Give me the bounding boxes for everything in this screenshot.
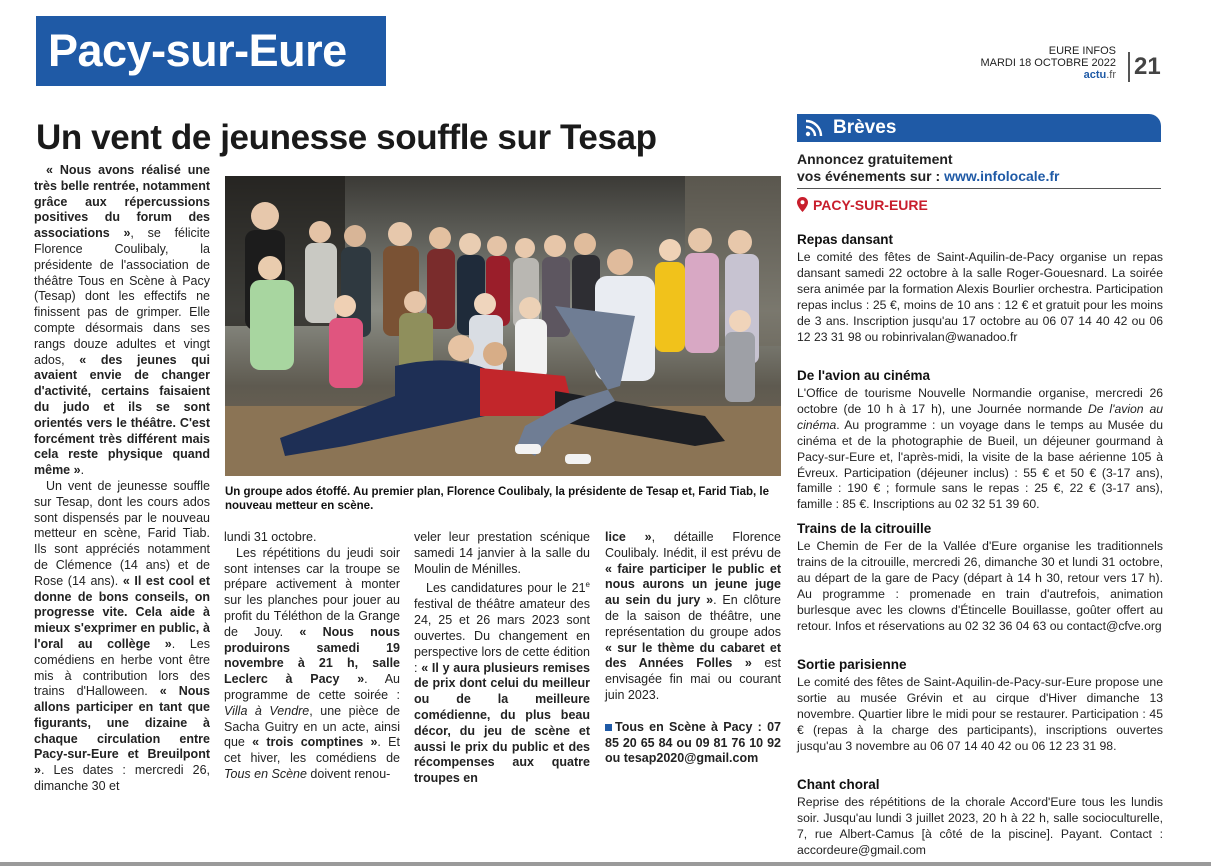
body-text: est envisagée fin mai ou courant juin 2023. — [605, 656, 781, 702]
brief-title: Repas dansant — [797, 232, 894, 247]
brief-title: Chant choral — [797, 777, 880, 792]
announce-line: Annoncez gratuitement — [797, 151, 953, 167]
quote-text: « sur le thème du cabaret et des Années Folles » — [605, 640, 781, 671]
paragraph-1 — [34, 163, 210, 479]
ordinal-suffix: e — [585, 580, 590, 590]
event-title: De l'avion au cinéma — [797, 401, 1164, 432]
body-text: doivent renou- — [306, 766, 391, 781]
infolocale-link[interactable]: www.infolocale.fr — [944, 168, 1060, 184]
quote-text: « trois comptines » — [252, 735, 378, 750]
bottom-rule — [0, 862, 1211, 866]
body-text: . — [80, 463, 85, 478]
body-text: , détaille Florence Coulibaly. Inédit, il est prévu de — [605, 530, 781, 560]
group-photo-image — [225, 176, 781, 476]
announce-line: vos événements sur : — [797, 168, 945, 184]
troupe-name: Tous en Scène — [224, 766, 307, 781]
body-text: . Et cet hiver, les comédiens de — [224, 735, 400, 766]
body-text: , une pièce de Sacha Guitry en un acte, ainsi que — [224, 703, 400, 750]
quote-text: « Nous allons participer en tant que figurants, une dizaine à chaque circulation entre Pacy-sur-Eure et Breuilpont » — [34, 684, 210, 778]
quote-text: « Il est cool et donne de bons conseils, on progresse vite. Cela aide à mieux s'exprimer en public, à l'oral au collège » — [34, 573, 210, 651]
body-text: Les répétitions du jeudi soir sont intenses car la troupe se prépare activement à monter sur les planches pour jouer au profit du Téléthon de la Grange de Jouy. — [224, 545, 400, 639]
quote-text: « Il y aura plusieurs remises de prix dont celui du meilleur ou de la meilleure comédienne, du plus beau décor, du jeu de scène et aussi le prix du public et des récompenses aux quatre troupes en — [414, 660, 590, 786]
brief-body: Le comité des fêtes de Saint-Aquilin-de-Pacy organise un repas dansant samedi 22 octobre à la salle Roger-Gouesnard. La soirée sera animée par la formation Alexis Bourlier orchestra. Participation repas inclus : 25 €, moins de 10 ans : 12 € et gratuit pour les moins de 3 ans. Inscription jusqu'au 17 octobre au 06 07 14 40 42 ou 06 12 23 31 98 ou robinrivalan@wanadoo.fr — [797, 250, 1163, 344]
breves-title: Brèves — [833, 117, 897, 138]
city-heading — [797, 197, 928, 213]
announce-block — [797, 151, 1161, 189]
body-text: . Les comédiens en herbe vont être mis à contribution lors des trains d'Halloween. — [34, 636, 210, 699]
town-banner — [36, 16, 386, 86]
quote-text: « faire participer le public et nous aurons un jeune juge au sein du jury » — [605, 561, 781, 608]
edition-info — [980, 45, 1116, 81]
rss-icon — [805, 119, 823, 137]
quote-text: « Nous avons réalisé une très belle rentrée, notamment grâce aux répercussions positives du forum des associations » — [34, 163, 210, 241]
quote-text: lice » — [605, 530, 652, 544]
body-text: . En clôture de la saison de théâtre, une représentation du groupe ados — [605, 593, 781, 639]
body-text: . Au programme de cette soirée : — [224, 672, 401, 702]
paragraph-continued: veler leur prestation scénique samedi 14 janvier à la salle du Moulin de Ménilles. — [414, 530, 590, 576]
quote-text: « Nous nous produirons samedi 19 novembre à 21 h, salle Leclerc à Pacy » — [224, 624, 400, 687]
body-text: L'Office de tourisme Nouvelle Normandie organise, mercredi 26 octobre (de 10 h à 17 h), une Journée normande — [797, 386, 1163, 416]
contact-text: Tous en Scène à Pacy : 07 85 20 65 84 ou 09 81 76 10 92 ou tesap2020@gmail.com — [605, 719, 781, 766]
location-pin-icon — [797, 197, 808, 212]
body-text: , se félicite Florence Coulibaly, la présidente de l'association de théâtre Tous en Scène à Pacy (Tesap) dont les effectifs ne finissent pas de grimper. Elle compte désormais dans ses rangs douze adultes et vingt ados, — [34, 226, 210, 367]
article-headline: Un vent de jeunesse souffle sur Tesap — [36, 118, 657, 157]
article-column-2 — [224, 530, 400, 783]
body-text: . Les dates : mercredi 26, dimanche 30 et — [34, 763, 210, 794]
group-photo — [225, 176, 781, 476]
paragraph-4 — [414, 577, 590, 787]
photo-caption: Un groupe ados étoffé. Au premier plan, Florence Coulibaly, la présidente de Tesap et, Farid Tiab, le nouveau metteur en scène. — [225, 486, 770, 512]
site-tld: .fr — [1106, 69, 1116, 81]
brief-body: Reprise des répétitions de la chorale Accord'Eure tous les lundis soir. Jusqu'au lundi 3 juillet 2023, 20 h à 22 h, salle socioculturelle, 7, rue Albert-Camus [à côté de la piscine]. Payant. Contact : accordeure@gmail.com — [797, 795, 1163, 857]
bullet-square-icon — [605, 724, 612, 731]
body-text: . Au programme : un voyage dans le temps au Musée du cinéma et de la photographie de Bueil, un déjeuner gourmand à Pacy-sur-Eure et, l'après-midi, la visite de la base aérienne 105 à Évreux. Participation (déjeuner inclus) : 55 € et 50 € (3-17 ans), famille : 190 € ; formule sans le repas : 25 €, 22 € (3-17 ans), famille : 85 €. Inscriptions au 02 32 51 39 60. — [797, 417, 1163, 512]
paragraph-continued — [605, 530, 781, 704]
article-column-3 — [414, 530, 590, 787]
body-text: Les candidatures pour le 21 — [426, 581, 586, 596]
quote-text: « des jeunes qui avaient envie de changer d'activité, certains faisaient du judo et ils se sont orientés vers le théâtre. C'est forcément très différent mais cela reste physique quand même » — [34, 352, 210, 478]
publication-name: EURE INFOS — [1048, 45, 1116, 57]
paragraph-2 — [34, 479, 210, 795]
brief-body — [797, 386, 1163, 513]
site-link[interactable]: actu — [1083, 69, 1107, 81]
paragraph-3 — [224, 546, 400, 783]
contact-info — [605, 720, 781, 767]
brief-title: De l'avion au cinéma — [797, 368, 931, 383]
body-text: festival de théâtre amateur des 24, 25 et 26 mars 2023 sont ouvertes. Du changement en perspective lors de cette édition : — [414, 597, 590, 675]
paragraph-continued: lundi 31 octobre. — [224, 530, 317, 544]
article-column-4 — [605, 530, 781, 767]
breves-header — [797, 114, 1161, 142]
edition-date: MARDI 18 OCTOBRE 2022 — [980, 57, 1116, 69]
article-column-1 — [34, 163, 210, 795]
town-name: Pacy-sur-Eure — [48, 25, 347, 76]
brief-title: Sortie parisienne — [797, 657, 907, 672]
body-text: Un vent de jeunesse souffle sur Tesap, dont les cours ados sont dispensés par le nouveau metteur en scène, Farid Tiab. Ils sont appréciés notamment de Clémence (14 ans) et de Rose (14 ans). — [34, 478, 210, 588]
brief-body: Le Chemin de Fer de la Vallée d'Eure organise les traditionnels trains de la citrouille, mercredi 26, dimanche 30 et lundi 31 octobre, au départ de la gare de Pacy (départ à 14 h 30, retour vers 17 h). Au programme : promenade en train d'autrefois, animation burlesque avec les clowns d'Étincelle Bouillasse, goûter offert au retour. Infos et réservations au 02 32 36 04 63 ou contact@cfve.org — [797, 539, 1163, 633]
brief-body: Le comité des fêtes de Saint-Aquilin-de-Pacy-sur-Eure propose une sortie au musée Grévin et au cirque d'Hiver dimanche 13 novembre. Quartier libre le midi pour se restaurer. Participation : 45 € (repas à la charge des participants), inscriptions ouvertes jusqu'au 3 novembre au 06 07 14 40 42 ou 06 12 23 31 98. — [797, 675, 1163, 753]
page-number: 21 — [1128, 52, 1162, 82]
play-title: Villa à Vendre — [224, 703, 310, 718]
brief-title: Trains de la citrouille — [797, 521, 932, 536]
city-name: PACY-SUR-EURE — [813, 197, 928, 213]
